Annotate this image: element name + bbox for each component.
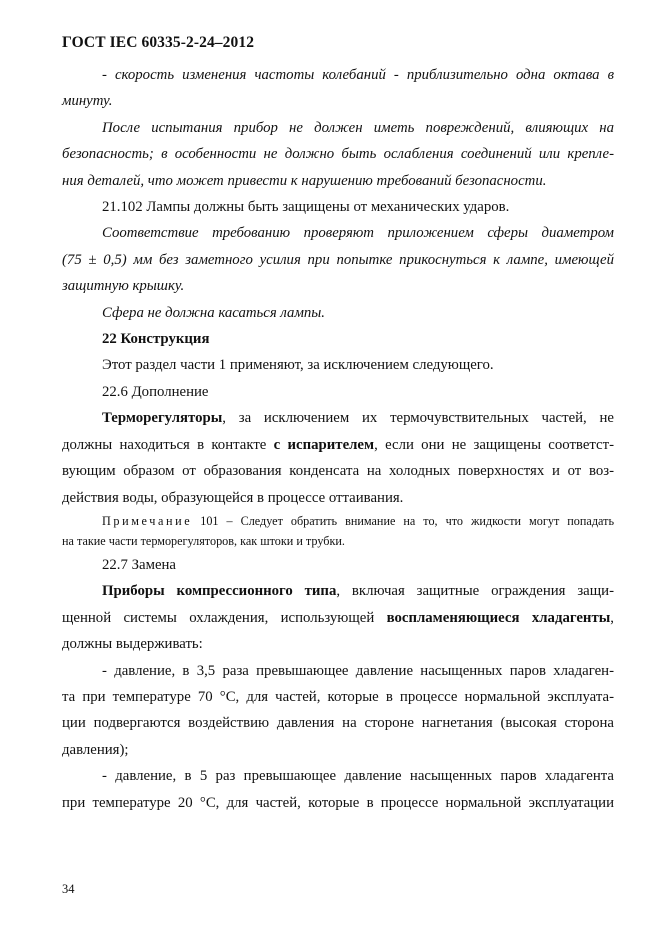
text-line: при температуре 20 °С, для частей, которые в процессе нормальной эксплуатации (62, 794, 614, 811)
text-line: - давление, в 5 раз превышающее давление насыщенных паров хладагента (102, 768, 614, 785)
text-fragment: должны находиться в контакте (62, 436, 274, 453)
thermostat-paragraph (62, 405, 614, 511)
text-fragment: , за исключением их термочувствительных частей, не (222, 410, 614, 427)
text-line: на такие части терморегуляторов, как штоки и трубки. (62, 534, 345, 549)
text-line: безопасность; в особенности не должно быть ослабления соединений или крепле- (62, 146, 614, 163)
text-fragment: , (610, 609, 614, 626)
text-line (62, 432, 614, 458)
compressor-paragraph (62, 578, 614, 657)
section-22-title: 22 Конструкция (102, 331, 210, 348)
text-fragment: 101 – Следует обратить внимание на то, что жидкости могут попадать (192, 513, 614, 528)
text-line: вующим образом от образования конденсата на холодных поверхностях и от воз- (62, 463, 614, 480)
text-line (62, 405, 614, 431)
text-line: - скорость изменения частоты колебаний - приблизительно одна октава в (102, 67, 614, 83)
text-line: - давление, в 3,5 раза превышающее давление насыщенных паров хладаген- (102, 662, 614, 679)
text-line (62, 511, 614, 532)
compliance-paragraph (62, 220, 614, 299)
pressure-high-side-item (62, 658, 614, 764)
section-22-intro: Этот раздел части 1 применяют, за исключением следующего. (102, 357, 494, 374)
standard-header: ГОСТ IEC 60335-2-24–2012 (62, 34, 255, 51)
sphere-note: Сфера не должна касаться лампы. (102, 304, 326, 321)
text-line: защитную крышку. (62, 278, 185, 295)
page-number: 34 (62, 882, 75, 896)
compressor-term: Приборы компрессионного типа (102, 583, 337, 600)
text-fragment: щенной системы охлаждения, использующей (62, 609, 387, 626)
text-line: та при температуре 70 °С, для частей, которые в процессе нормальной эксплуата- (62, 688, 614, 705)
text-line: Соответствие требованию проверяют приложением сферы диаметром (102, 225, 614, 242)
text-line: действия воды, образующейся в процессе оттаивания. (62, 489, 404, 506)
document-body (62, 62, 614, 816)
text-line (62, 578, 614, 604)
text-line (62, 605, 614, 631)
clause-21-102: 21.102 Лампы должны быть защищены от механических ударов. (102, 199, 510, 216)
vibration-paragraph (62, 62, 614, 115)
thermostat-term: Терморегуляторы (102, 410, 223, 427)
text-line: давления); (62, 741, 129, 758)
flammable-refrigerants-term: воспламеняющиеся хладагенты (386, 609, 611, 626)
text-line: ния деталей, что может привести к нарушению требований безопасности. (62, 172, 547, 189)
text-line: (75 ± 0,5) мм без заметного усилия при попытке прикоснуться к лампе, имеющей (62, 251, 614, 268)
note-label: Примечание (102, 513, 193, 528)
text-line: После испытания прибор не должен иметь повреждений, влияющих на (102, 119, 614, 136)
text-line: должны выдерживать: (62, 636, 203, 653)
text-fragment: , включая защитные ограждения защи- (336, 583, 614, 600)
clause-22-6: 22.6 Дополнение (102, 383, 209, 400)
clause-22-7: 22.7 Замена (102, 556, 176, 573)
evaporator-term: с испарителем (273, 436, 375, 453)
text-fragment: , если они не защищены соответст- (374, 436, 615, 453)
note-101 (62, 511, 614, 552)
after-test-paragraph (62, 115, 614, 194)
text-line: минуту. (62, 93, 113, 110)
pressure-low-side-item (62, 763, 614, 816)
text-line: ции подвергаются воздействию давления на стороне нагнетания (высокая сторона (62, 715, 614, 732)
